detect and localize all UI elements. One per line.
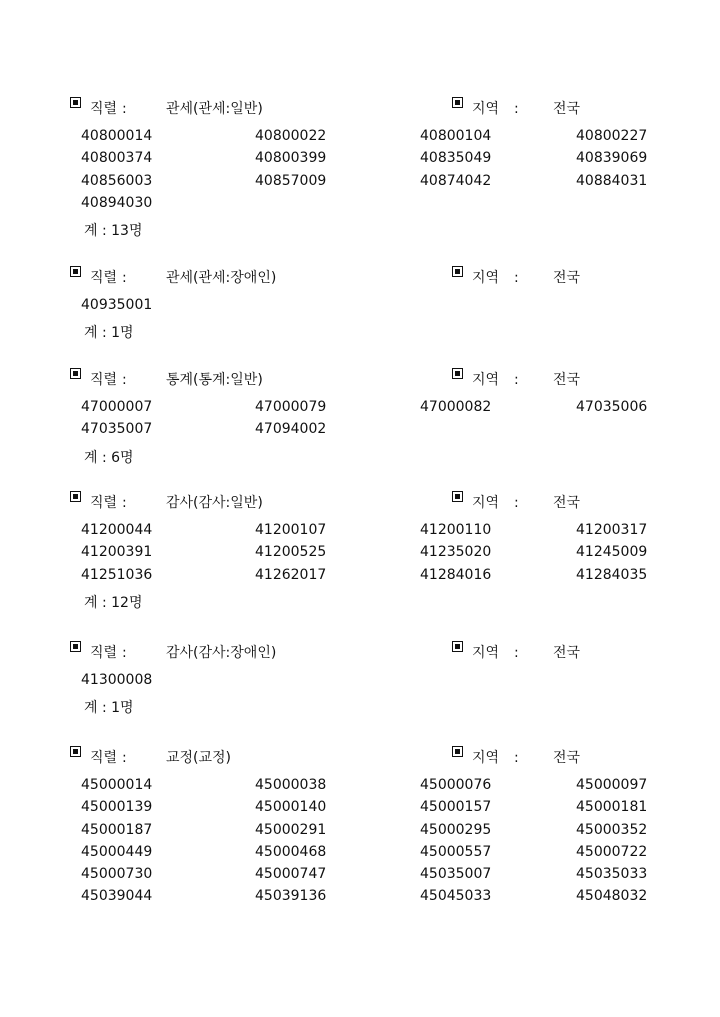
checkbox-square-icon <box>452 641 463 652</box>
number-row <box>0 519 720 541</box>
section-header <box>0 368 720 392</box>
total-row <box>0 591 720 615</box>
exam-number: 40800014 <box>81 128 153 144</box>
number-grid <box>0 669 720 691</box>
section-header <box>0 491 720 515</box>
total-count: 계 : 12명 <box>84 594 143 611</box>
exam-number: 45045033 <box>420 888 492 905</box>
job-value: 관세(관세:일반) <box>166 101 263 117</box>
result-section <box>0 97 720 243</box>
exam-number: 45000140 <box>255 799 327 816</box>
checkbox-square-icon <box>452 491 463 502</box>
exam-number: 41245009 <box>576 544 648 561</box>
job-value: 통계(통계:일반) <box>166 372 263 388</box>
exam-number: 41235020 <box>420 544 492 561</box>
exam-number: 40800399 <box>255 150 327 167</box>
total-row <box>0 446 720 470</box>
exam-number: 41200044 <box>81 522 153 538</box>
exam-number: 47094002 <box>255 421 327 438</box>
number-row <box>0 863 720 885</box>
total-row <box>0 219 720 243</box>
checkbox-square-icon <box>70 746 81 757</box>
exam-number: 41284016 <box>420 566 492 583</box>
region-value: 전국 <box>553 750 581 766</box>
exam-number: 40800227 <box>576 128 648 144</box>
total-row <box>0 321 720 345</box>
exam-number: 45000038 <box>255 777 327 793</box>
region-label: 지역 <box>472 645 500 661</box>
number-row <box>0 170 720 192</box>
colon: : <box>122 101 127 117</box>
exam-number: 45000295 <box>420 821 492 838</box>
exam-number: 40935001 <box>81 297 153 313</box>
exam-number: 47035007 <box>81 421 153 438</box>
job-value: 관세(관세:장애인) <box>166 270 277 286</box>
exam-number: 40800104 <box>420 128 492 144</box>
job-label: 직렬 <box>90 270 118 286</box>
colon: : <box>122 372 127 388</box>
exam-number: 41200110 <box>420 522 492 538</box>
total-count: 계 : 13명 <box>84 223 143 240</box>
number-row <box>0 125 720 147</box>
number-row <box>0 819 720 841</box>
exam-number: 45000557 <box>420 843 492 860</box>
exam-number: 45000097 <box>576 777 648 793</box>
total-count: 계 : 6명 <box>84 449 134 466</box>
result-section <box>0 368 720 470</box>
region-label: 지역 <box>472 270 500 286</box>
exam-number: 45000187 <box>81 821 153 838</box>
section-header <box>0 266 720 290</box>
exam-number: 47000079 <box>255 399 327 415</box>
exam-number: 41284035 <box>576 566 648 583</box>
total-row <box>0 696 720 720</box>
colon: : <box>122 645 127 661</box>
job-label: 직렬 <box>90 645 118 661</box>
exam-number: 47035006 <box>576 399 648 415</box>
checkbox-square-icon <box>70 97 81 108</box>
job-label: 직렬 <box>90 101 118 117</box>
exam-number: 41251036 <box>81 566 153 583</box>
section-header <box>0 746 720 770</box>
exam-number: 41200107 <box>255 522 327 538</box>
exam-number: 45000722 <box>576 843 648 860</box>
exam-number: 45000014 <box>81 777 153 793</box>
exam-number: 45000139 <box>81 799 153 816</box>
exam-number: 45000291 <box>255 821 327 838</box>
exam-number: 45000747 <box>255 866 327 883</box>
region-value: 전국 <box>553 372 581 388</box>
checkbox-square-icon <box>70 491 81 502</box>
checkbox-square-icon <box>70 368 81 379</box>
number-row <box>0 564 720 586</box>
colon: : <box>514 372 519 388</box>
number-grid <box>0 294 720 316</box>
exam-number: 40856003 <box>81 172 153 189</box>
exam-number: 45039044 <box>81 888 153 905</box>
job-label: 직렬 <box>90 495 118 511</box>
number-row <box>0 841 720 863</box>
total-count: 계 : 1명 <box>84 325 134 342</box>
region-value: 전국 <box>553 101 581 117</box>
exam-number: 41262017 <box>255 566 327 583</box>
exam-number: 45000181 <box>576 799 648 816</box>
exam-number: 40839069 <box>576 150 648 167</box>
colon: : <box>514 495 519 511</box>
checkbox-square-icon <box>70 266 81 277</box>
region-label: 지역 <box>472 750 500 766</box>
number-row <box>0 294 720 316</box>
exam-number: 45000468 <box>255 843 327 860</box>
checkbox-square-icon <box>452 266 463 277</box>
exam-number: 47000082 <box>420 399 492 415</box>
exam-number: 40800022 <box>255 128 327 144</box>
exam-number: 45048032 <box>576 888 648 905</box>
job-label: 직렬 <box>90 372 118 388</box>
exam-number: 40835049 <box>420 150 492 167</box>
section-header <box>0 97 720 121</box>
exam-number: 45000449 <box>81 843 153 860</box>
number-row <box>0 396 720 418</box>
exam-number: 45035007 <box>420 866 492 883</box>
exam-number: 40800374 <box>81 150 153 167</box>
colon: : <box>122 495 127 511</box>
exam-number: 47000007 <box>81 399 153 415</box>
checkbox-square-icon <box>452 97 463 108</box>
result-section <box>0 266 720 345</box>
job-value: 감사(감사:일반) <box>166 495 263 511</box>
number-row <box>0 774 720 796</box>
region-value: 전국 <box>553 495 581 511</box>
exam-number: 45035033 <box>576 866 648 883</box>
number-row <box>0 796 720 818</box>
exam-number: 40884031 <box>576 172 648 189</box>
checkbox-square-icon <box>452 368 463 379</box>
number-row <box>0 541 720 563</box>
number-row <box>0 147 720 169</box>
colon: : <box>514 750 519 766</box>
region-label: 지역 <box>472 101 500 117</box>
region-label: 지역 <box>472 495 500 511</box>
number-grid <box>0 396 720 441</box>
checkbox-square-icon <box>452 746 463 757</box>
number-grid <box>0 774 720 908</box>
total-count: 계 : 1명 <box>84 700 134 717</box>
exam-number: 40894030 <box>81 194 153 211</box>
section-header <box>0 641 720 665</box>
result-section <box>0 491 720 615</box>
colon: : <box>514 270 519 286</box>
exam-number: 41300008 <box>81 672 153 688</box>
exam-number: 45000076 <box>420 777 492 793</box>
result-section <box>0 746 720 908</box>
exam-number: 41200317 <box>576 522 648 538</box>
colon: : <box>514 645 519 661</box>
region-value: 전국 <box>553 270 581 286</box>
region-label: 지역 <box>472 372 500 388</box>
job-value: 감사(감사:장애인) <box>166 645 277 661</box>
number-grid <box>0 125 720 214</box>
checkbox-square-icon <box>70 641 81 652</box>
exam-number: 45000352 <box>576 821 648 838</box>
exam-number: 41200391 <box>81 544 153 561</box>
number-row <box>0 885 720 907</box>
exam-number: 40874042 <box>420 172 492 189</box>
number-row <box>0 418 720 440</box>
job-label: 직렬 <box>90 750 118 766</box>
number-row <box>0 192 720 214</box>
exam-number: 40857009 <box>255 172 327 189</box>
number-row <box>0 669 720 691</box>
region-value: 전국 <box>553 645 581 661</box>
exam-number: 45000730 <box>81 866 153 883</box>
number-grid <box>0 519 720 586</box>
exam-number: 41200525 <box>255 544 327 561</box>
exam-number: 45000157 <box>420 799 492 816</box>
exam-number: 45039136 <box>255 888 327 905</box>
colon: : <box>514 101 519 117</box>
colon: : <box>122 750 127 766</box>
result-section <box>0 641 720 720</box>
colon: : <box>122 270 127 286</box>
job-value: 교정(교정) <box>166 750 232 766</box>
